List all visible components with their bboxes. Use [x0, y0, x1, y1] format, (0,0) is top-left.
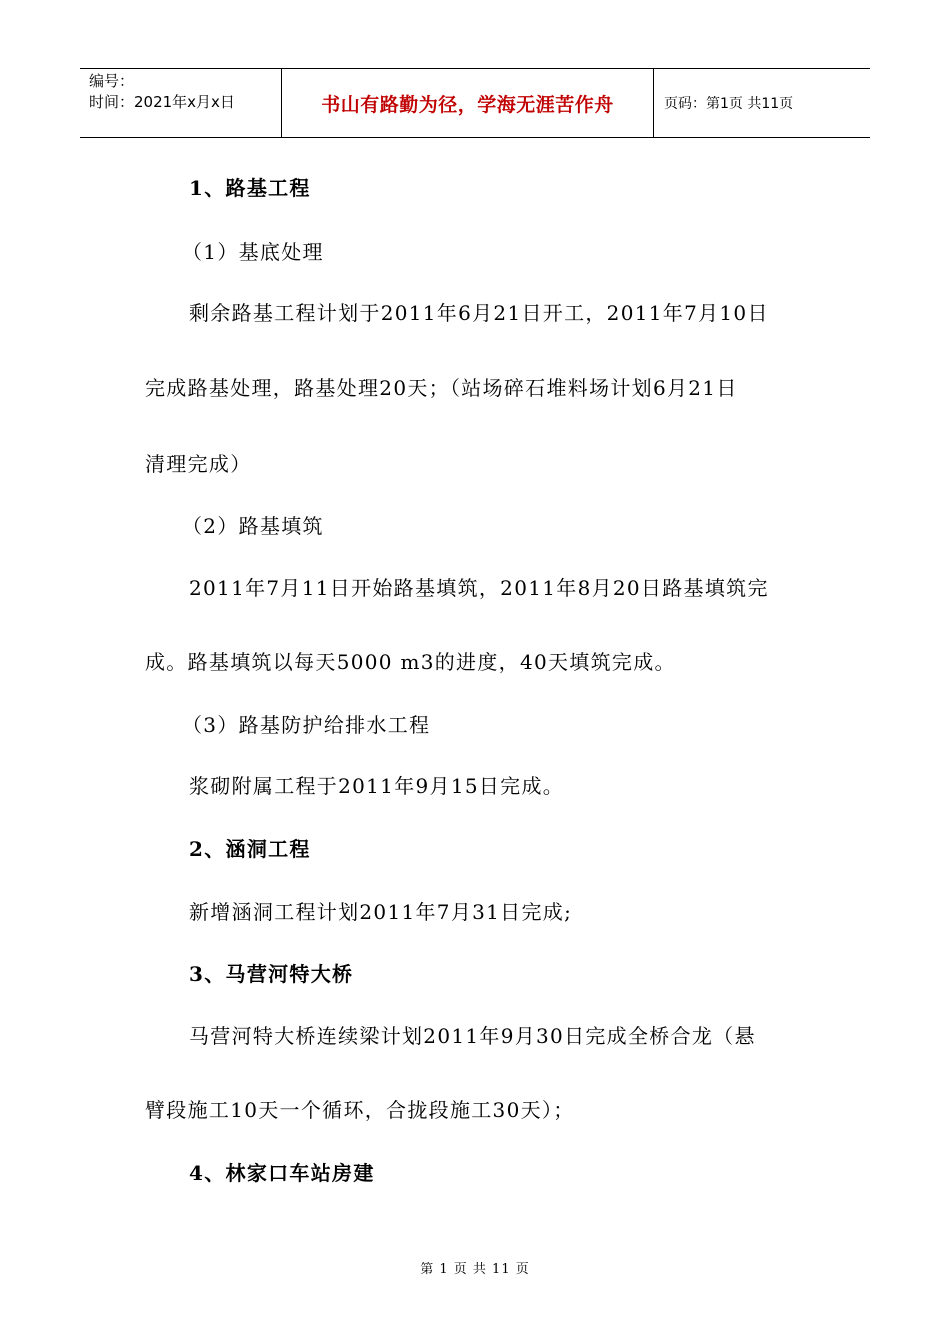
subsection-heading: （3）路基防护给排水工程 [182, 713, 431, 737]
subsection-heading: （2）路基填筑 [182, 514, 324, 538]
section-heading: 2、涵洞工程 [189, 837, 311, 861]
time-label: 时间：2021年x月x日 [89, 93, 235, 111]
section-heading: 4、林家口车站房建 [189, 1161, 375, 1185]
paragraph-line: 清理完成） [145, 452, 252, 476]
header-page-info: 页码：第1页 共11页 [664, 96, 794, 112]
section-heading: 3、马营河特大桥 [189, 962, 354, 986]
paragraph-line: 2011年7月11日开始路基填筑，2011年8月20日路基填筑完 [189, 576, 769, 600]
paragraph-line: 剩余路基工程计划于2011年6月21日开工，2011年7月10日 [189, 301, 769, 325]
number-label: 编号： [89, 72, 135, 90]
page-header [80, 68, 870, 138]
paragraph-line: 成。路基填筑以每天5000 m3的进度，40天填筑完成。 [145, 650, 676, 674]
header-motto: 书山有路勤为径，学海无涯苦作舟 [282, 69, 654, 137]
header-meta [80, 69, 282, 137]
page-footer: 第 1 页 共 11 页 [420, 1262, 530, 1277]
paragraph-line: 马营河特大桥连续梁计划2011年9月30日完成全桥合龙（悬 [189, 1024, 756, 1048]
section-heading: 1、路基工程 [189, 176, 311, 200]
paragraph-line: 臂段施工10天一个循环，合拢段施工30天）； [145, 1098, 575, 1122]
subsection-heading: （1）基底处理 [182, 240, 324, 264]
paragraph-line: 完成路基处理，路基处理20天；（站场碎石堆料场计划6月21日 [145, 376, 738, 400]
paragraph-line: 新增涵洞工程计划2011年7月31日完成; [189, 900, 573, 924]
paragraph-line: 浆砌附属工程于2011年9月15日完成。 [189, 774, 565, 798]
